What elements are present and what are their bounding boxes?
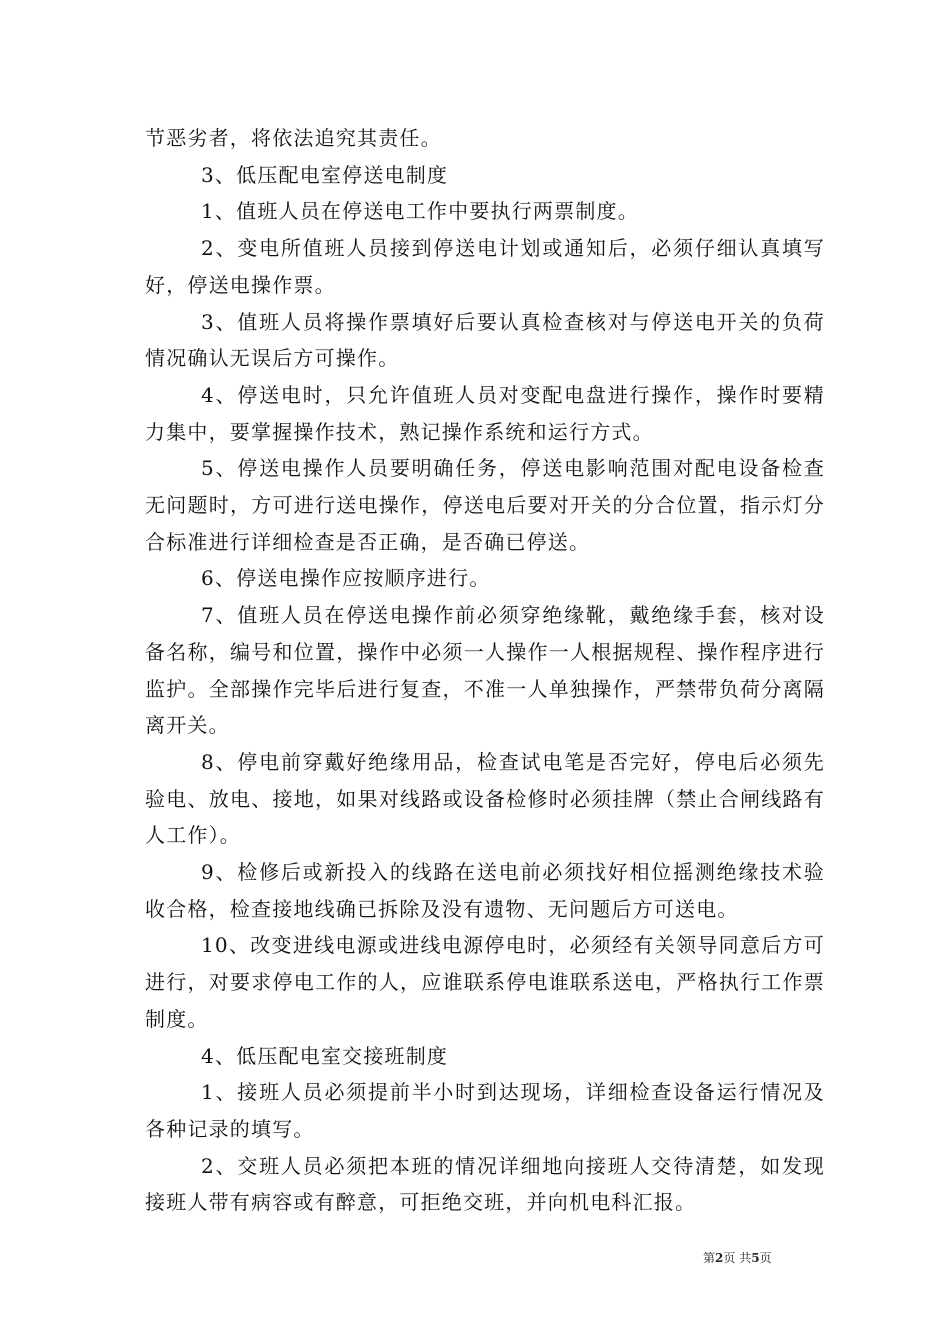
paragraph: 1、接班人员必须提前半小时到达现场，详细检查设备运行情况及各种记录的填写。 <box>145 1080 825 1141</box>
paragraph: 3、值班人员将操作票填好后要认真检查核对与停送电开关的负荷情况确认无误后方可操作。 <box>145 309 825 371</box>
paragraph: 10、改变进线电源或进线电源停电时，必须经有关领导同意后方可进行，对要求停电工作的人，应谁联系停电谁联系送电，严格执行工作票制度。 <box>145 933 825 1031</box>
current-page-number: 2 <box>715 1251 724 1265</box>
footer-prefix: 第 <box>703 1251 716 1265</box>
total-pages-number: 5 <box>751 1251 760 1265</box>
footer-middle: 页 共 <box>723 1251 752 1265</box>
paragraph: 节恶劣者，将依法追究其责任。 <box>145 126 442 150</box>
section-heading: 3、低压配电室停送电制度 <box>201 162 449 187</box>
paragraph: 6、停送电操作应按顺序进行。 <box>201 566 491 591</box>
paragraph: 7、值班人员在停送电操作前必须穿绝缘靴，戴绝缘手套，核对设备名称，编号和位置，操作中必须一人操作一人根据规程、操作程序进行监护。全部操作完毕后进行复查，不准一人单独操作，严禁带负荷分离隔离开关。 <box>145 603 825 738</box>
paragraph: 9、检修后或新投入的线路在送电前必须找好相位摇测绝缘技术验收合格，检查接地线确已拆除及没有遗物、无问题后方可送电。 <box>145 860 825 921</box>
document-body <box>145 120 825 1221</box>
paragraph: 8、停电前穿戴好绝缘用品，检查试电笔是否完好，停电后必须先验电、放电、接地，如果对线路或设备检修时必须挂牌（禁止合闸线路有人工作）。 <box>145 749 825 848</box>
paragraph: 1、值班人员在停送电工作中要执行两票制度。 <box>201 199 639 224</box>
paragraph: 5、停送电操作人员要明确任务，停送电影响范围对配电设备检查无问题时，方可进行送电操作，停送电后要对开关的分合位置，指示灯分合标准进行详细检查是否正确，是否确已停送。 <box>145 456 825 554</box>
paragraph: 2、变电所值班人员接到停送电计划或通知后，必须仔细认真填写好，停送电操作票。 <box>145 236 825 297</box>
paragraph: 2、交班人员必须把本班的情况详细地向接班人交待清楚，如发现接班人带有病容或有醉意，可拒绝交班，并向机电科汇报。 <box>145 1153 825 1215</box>
section-heading: 4、低压配电室交接班制度 <box>201 1043 449 1068</box>
footer-suffix: 页 <box>759 1251 772 1265</box>
paragraph: 4、停送电时，只允许值班人员对变配电盘进行操作，操作时要精力集中，要掌握操作技术，熟记操作系统和运行方式。 <box>145 382 825 444</box>
page-number-footer <box>703 1249 772 1266</box>
